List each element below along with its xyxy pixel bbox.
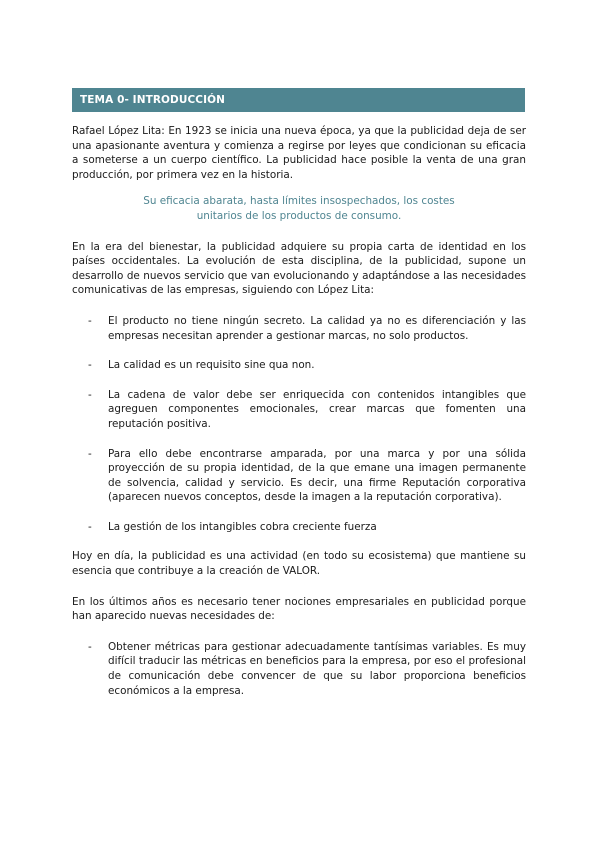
bullet-list-1	[72, 314, 526, 535]
list-item: - Para ello debe encontrarse amparada, por una marca y por una sólida proyección de su propia identidad, de la que emane una imagen permanente de solvencia, calidad y servicio. Es decir, una firme Reputación corporativa (aparecen nuevos conceptos, desde la imagen a la reputación corporativa).	[88, 447, 526, 504]
dash-marker: -	[88, 640, 92, 653]
list-item: - La calidad es un requisito sine qua non.	[88, 359, 315, 372]
bullet-list-2	[72, 640, 526, 698]
intro-paragraph: Rafael López Lita: En 1923 se inicia una nueva época, ya que la publicidad deja de ser una apasionante aventura y comienza a regirse por leyes que condicionan su eficacia a someterse a un cuerpo científico. La publicidad hace posible la venta de una gran producción, por primera vez en la historia.	[72, 125, 526, 181]
paragraph-era-bienestar: En la era del bienestar, la publicidad adquiere su propia carta de identidad en los países occidentales. La evolución de esta disciplina, de la publicidad, supone un desarrollo de nuevos servicio que van evolucionando y adaptándose a las necesidades comunicativas de las empresas, siguiendo con López Lita:	[72, 240, 526, 297]
dash-marker: -	[88, 359, 92, 372]
dash-marker: -	[88, 520, 92, 533]
paragraph-valor: Hoy en día, la publicidad es una actividad (en todo su ecosistema) que mantiene su esencia que contribuye a la creación de VALOR.	[72, 550, 526, 578]
document-body	[72, 124, 526, 713]
list-item: - La gestión de los intangibles cobra creciente fuerza	[88, 520, 377, 533]
dash-marker: -	[88, 388, 92, 401]
dash-marker: -	[88, 447, 92, 460]
list-item: - La cadena de valor debe ser enriquecida con contenidos intangibles que agreguen componentes emocionales, crear marcas que fomenten una reputación positiva.	[88, 388, 526, 430]
paragraph-necesidades: En los últimos años es necesario tener nociones empresariales en publicidad porque han aparecido nuevas necesidades de:	[72, 595, 526, 623]
list-item: - El producto no tiene ningún secreto. La calidad ya no es diferenciación y las empresas necesitan aprender a gestionar marcas, no solo productos.	[88, 314, 526, 342]
section-header: TEMA 0- INTRODUCCIÓN	[72, 88, 525, 112]
list-item: - Obtener métricas para gestionar adecuadamente tantísimas variables. Es muy difícil traducir las métricas en beneficios para la empresa, por eso el profesional de comunicación debe convencer de que su labor proporciona beneficios económicos a la empresa.	[88, 640, 526, 697]
dash-marker: -	[88, 314, 92, 327]
highlight-quote: Su eficacia abarata, hasta límites insospechados, los costes unitarios de los productos de consumo.	[143, 195, 455, 222]
